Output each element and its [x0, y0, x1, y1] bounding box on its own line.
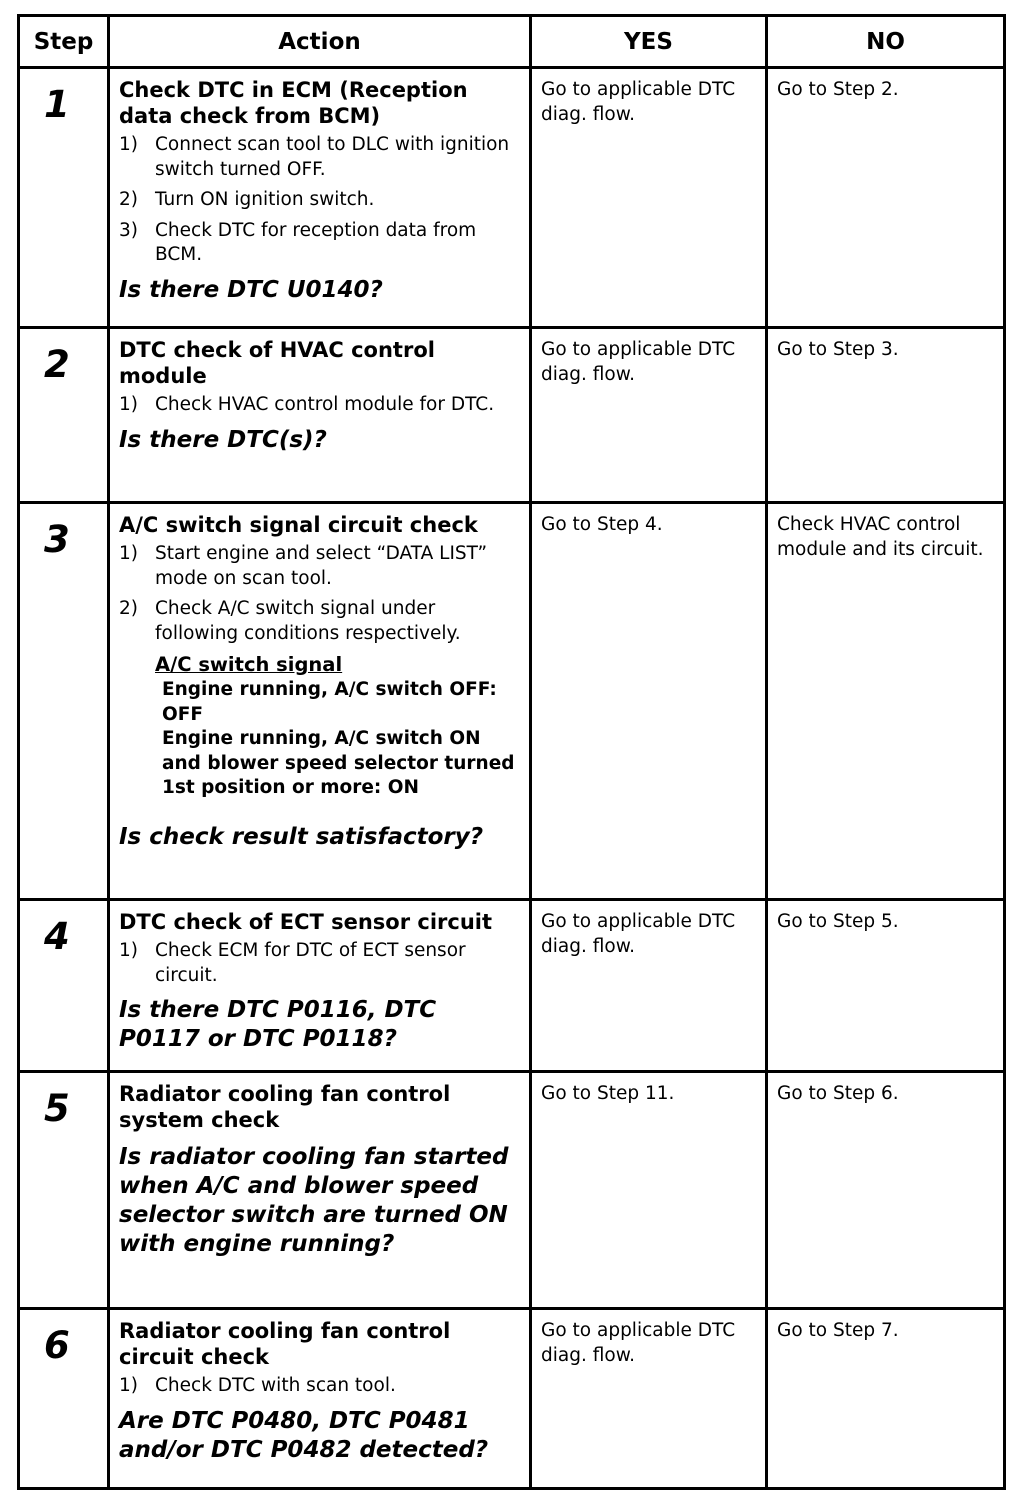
- procedure-item: 2) Turn ON ignition switch.: [119, 189, 375, 210]
- step-question: Are DTC P0480, DTC P0481 and/or DTC P0482 detected?: [119, 1407, 489, 1463]
- step-number: 4: [44, 915, 70, 958]
- procedure-item: 2) Check A/C switch signal under following conditions respectively.: [119, 598, 461, 644]
- no-cell: [767, 68, 1005, 328]
- step-cell: [19, 1309, 109, 1489]
- yes-result: Go to applicable DTC diag. flow.: [541, 339, 736, 385]
- yes-cell: [531, 1072, 767, 1309]
- step-title: DTC check of ECT sensor circuit: [119, 910, 493, 934]
- table-row: [19, 503, 1005, 900]
- step-number: 5: [44, 1087, 70, 1130]
- action-cell: [109, 1072, 531, 1309]
- step-title: DTC check of HVAC control module: [119, 338, 435, 388]
- step-cell: [19, 68, 109, 328]
- step-title: Radiator cooling fan control circuit check: [119, 1319, 451, 1369]
- step-cell: [19, 503, 109, 900]
- yes-result: Go to Step 11.: [541, 1083, 675, 1104]
- no-cell: [767, 1072, 1005, 1309]
- yes-cell: [531, 1309, 767, 1489]
- procedure-item: 1) Check HVAC control module for DTC.: [119, 394, 495, 415]
- step-title: Radiator cooling fan control system check: [119, 1082, 451, 1132]
- step-question: Is check result satisfactory?: [119, 823, 484, 850]
- step-title: Check DTC in ECM (Reception data check from BCM): [119, 78, 468, 128]
- procedure-item: 1) Check ECM for DTC of ECT sensor circuit.: [119, 940, 466, 986]
- diagnostic-flow-table: [17, 14, 1006, 1490]
- no-cell: [767, 1309, 1005, 1489]
- no-cell: [767, 900, 1005, 1072]
- no-result: Go to Step 3.: [777, 339, 899, 360]
- step-question: Is there DTC(s)?: [119, 426, 327, 453]
- step-question: Is there DTC U0140?: [119, 276, 383, 303]
- procedure-item: 1) Check DTC with scan tool.: [119, 1375, 396, 1396]
- action-cell: [109, 503, 531, 900]
- yes-cell: [531, 503, 767, 900]
- no-result: Go to Step 7.: [777, 1320, 899, 1341]
- signal-condition: Engine running, A/C switch ON and blower speed selector turned 1st position or more: ON: [162, 728, 515, 798]
- step-number: 3: [44, 518, 70, 561]
- action-cell: [109, 1309, 531, 1489]
- no-result: Check HVAC control module and its circuit.: [777, 514, 984, 560]
- yes-cell: [531, 328, 767, 503]
- step-number: 1: [44, 83, 70, 126]
- header-row: [19, 16, 1005, 68]
- step-number: 6: [44, 1324, 70, 1367]
- table-row: [19, 68, 1005, 328]
- step-cell: [19, 328, 109, 503]
- no-result: Go to Step 2.: [777, 79, 899, 100]
- header-yes: YES: [531, 16, 767, 68]
- step-cell: [19, 900, 109, 1072]
- yes-result: Go to applicable DTC diag. flow.: [541, 1320, 736, 1366]
- signal-title: A/C switch signal: [155, 653, 343, 676]
- signal-condition: Engine running, A/C switch OFF: OFF: [162, 679, 497, 725]
- step-number: 2: [44, 343, 70, 386]
- signal-spec: [155, 652, 521, 801]
- table-row: [19, 1309, 1005, 1489]
- procedure-item: 3) Check DTC for reception data from BCM.: [119, 219, 477, 265]
- yes-result: Go to Step 4.: [541, 514, 663, 535]
- procedure-item: 1) Start engine and select “DATA LIST” mode on scan tool.: [119, 543, 488, 589]
- action-cell: [109, 900, 531, 1072]
- step-question: Is there DTC P0116, DTC P0117 or DTC P0118?: [119, 997, 437, 1052]
- yes-cell: [531, 68, 767, 328]
- header-step: Step: [19, 16, 109, 68]
- no-cell: [767, 328, 1005, 503]
- action-cell: [109, 68, 531, 328]
- action-cell: [109, 328, 531, 503]
- yes-result: Go to applicable DTC diag. flow.: [541, 79, 736, 125]
- procedure-item: 1) Connect scan tool to DLC with ignition switch turned OFF.: [119, 134, 510, 180]
- header-action: Action: [109, 16, 531, 68]
- no-result: Go to Step 6.: [777, 1083, 899, 1104]
- yes-cell: [531, 900, 767, 1072]
- step-question: Is radiator cooling fan started when A/C and blower speed selector switch are turned ON with engine running?: [119, 1144, 509, 1257]
- header-no: NO: [767, 16, 1005, 68]
- step-cell: [19, 1072, 109, 1309]
- table-row: [19, 1072, 1005, 1309]
- table-row: [19, 900, 1005, 1072]
- table-row: [19, 328, 1005, 503]
- no-cell: [767, 503, 1005, 900]
- no-result: Go to Step 5.: [777, 911, 899, 932]
- step-title: A/C switch signal circuit check: [119, 513, 478, 537]
- yes-result: Go to applicable DTC diag. flow.: [541, 911, 736, 957]
